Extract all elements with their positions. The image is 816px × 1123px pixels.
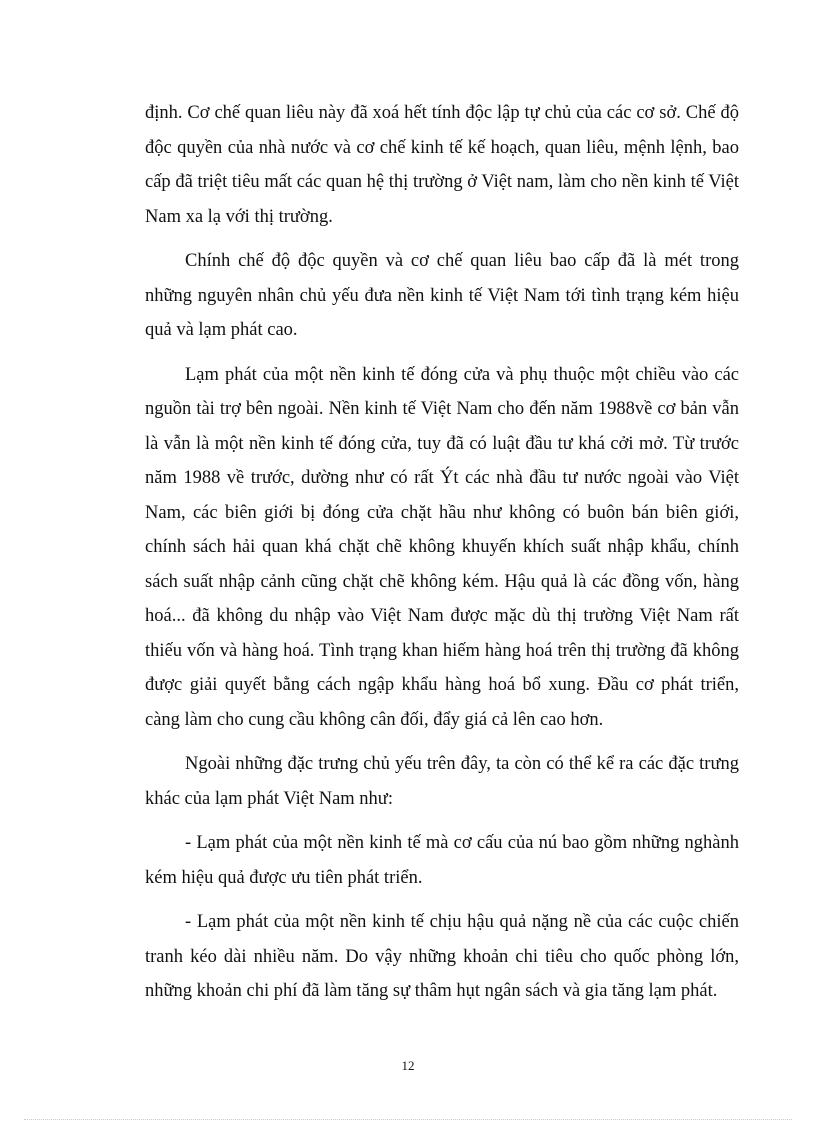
document-body <box>145 96 739 1019</box>
paragraph: định. Cơ chế quan liêu này đã xoá hết tính độc lập tự chủ của các cơ sở. Chế độ độc quyền của nhà nước và cơ chế kinh tế kế hoạch, quan liêu, mệnh lệnh, bao cấp đã triệt tiêu mất các quan hệ thị trường ở Việt nam, làm cho nền kinh tế Việt Nam xa lạ với thị trường. <box>145 103 739 227</box>
paragraph: Ngoài những đặc trưng chủ yếu trên đây, ta còn có thể kể ra các đặc trưng khác của lạm phát Việt Nam như: <box>145 754 739 809</box>
page-bottom-divider <box>24 1119 792 1120</box>
paragraph: Chính chế độ độc quyền và cơ chế quan liêu bao cấp đã là mét trong những nguyên nhân chủ yếu đưa nền kinh tế Việt Nam tới tình trạng kém hiệu quả và lạm phát cao. <box>145 251 739 340</box>
paragraph: Lạm phát của một nền kinh tế đóng cửa và phụ thuộc một chiều vào các nguồn tài trợ bên ngoài. Nền kinh tế Việt Nam cho đến năm 1988về cơ bản vẫn là vẫn là một nền kinh tế đóng cửa, tuy đã có luật đầu tư khá cởi mở. Từ trước năm 1988 về trước, dường như có rất Ýt các nhà đầu tư nước ngoài vào Việt Nam, các biên giới bị đóng cửa chặt hầu như không có buôn bán biên giới, chính sách hải quan khá chặt chẽ không khuyến khích suất nhập khẩu, chính sách suất nhập cảnh cũng chặt chẽ không kém. Hậu quả là các đồng vốn, hàng hoá... đã không du nhập vào Việt Nam được mặc dù thị trường Việt Nam rất thiếu vốn và hàng hoá. Tình trạng khan hiếm hàng hoá trên thị trường đã không được giải quyết bằng cách ngập khẩu hàng hoá bổ xung. Đầu cơ phát triển, càng làm cho cung cầu không cân đối, đẩy giá cả lên cao hơn. <box>145 364 739 730</box>
page-number: 12 <box>401 1058 415 1073</box>
list-item-paragraph: - Lạm phát của một nền kinh tế mà cơ cấu của nú bao gồm những nghành kém hiệu quả được ưu tiên phát triển. <box>145 833 739 888</box>
list-item-paragraph: - Lạm phát của một nền kinh tế chịu hậu quả nặng nề của các cuộc chiến tranh kéo dài nhiều năm. Do vậy những khoản chi tiêu cho quốc phòng lớn, những khoản chi phí đã làm tăng sự thâm hụt ngân sách và gia tăng lạm phát. <box>145 912 739 1001</box>
